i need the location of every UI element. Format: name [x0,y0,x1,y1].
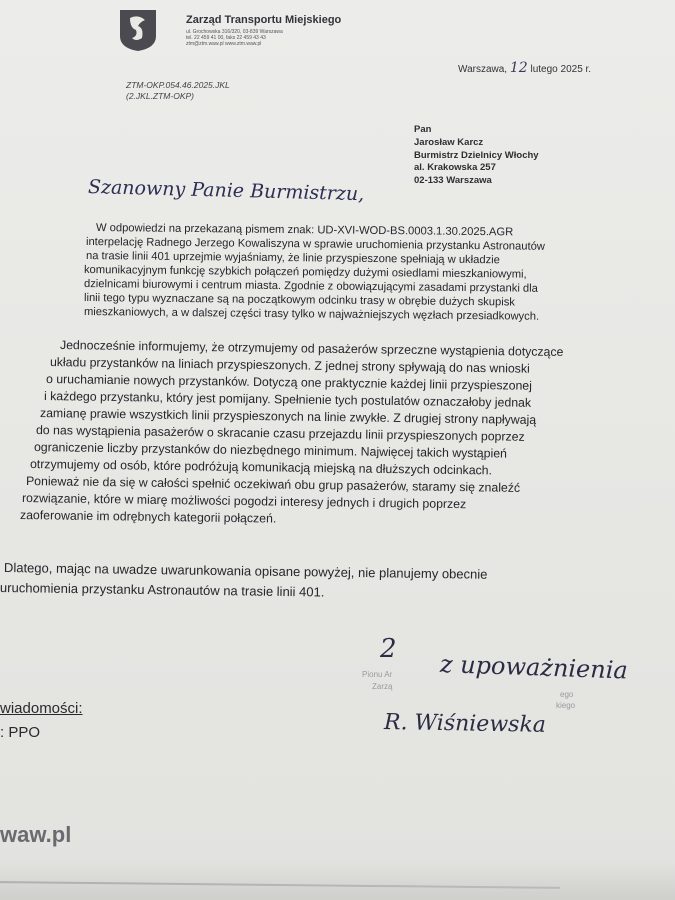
paragraph-line: Jednocześnie informujemy, że otrzymujemy od pasażerów sprzeczne wystąpienia dotyczące [59,338,564,360]
stamp-fragment: kiego [556,701,576,710]
date-day-handwritten: 12 [509,60,528,76]
paper-shadow [0,860,675,900]
paragraph-line: linii tego typu wyznaczane są na początkowym odcinku trasy w obrębie dużych skupisk [83,292,515,309]
recipient-line: Jarosław Karcz [414,137,484,148]
paragraph-line: dzielnicami biurowymi i centrum miasta. Zgodnie z obowiązującymi zasadami przystanki dla [83,278,538,295]
stamp-fragment: Pionu Ar [362,670,393,679]
paragraph-line: otrzymujemy od osób, które podróżują komunikacją miejską na dłuższych odcinkach. [29,457,493,478]
paragraph-line: ograniczenie liczby przystanków do niezbędnego minimum. Najwięcej takich wystąpień [33,440,508,461]
organization-address-line: tel. 22 459 41 00, faks 22 459 43 43 [186,35,266,41]
footer-website: waw.pl [0,822,72,847]
signature-handwritten-name: R. Wiśniewska [383,710,547,738]
salutation-handwritten: Szanowny Panie Burmistrzu, [87,176,365,206]
signature-handwritten-number: 2 [380,634,397,664]
paragraph-line: na trasie linii 401 uprzejmie wyjaśniamy, że linie przyspieszone spełniają w układzie [85,250,500,267]
date-rest: lutego 2025 r. [530,64,592,75]
date-prefix: Warszawa, [458,64,508,75]
organization-address-line: ul. Grochowska 316/320, 03-839 Warszawa [186,29,283,35]
reference-number: ZTM-OKP.054.46.2025.JKL [126,80,230,90]
recipient-line: 02-133 Warszawa [414,175,492,186]
paragraph-line: uruchomienia przystanku Astronautów na trasie linii 401. [0,580,325,600]
stamp-fragment: ego [560,690,574,699]
paragraph-line: do nas wystąpienia pasażerów o skracanie czasu przejazdu linii przyspieszonych poprzez [35,423,525,444]
recipient-line: Pan [414,124,432,135]
paragraph-line: zamianę prawie wszystkich linii przyspieszonych na linie zwykłe. Z drugiej strony napływają [39,406,537,427]
paragraph-line: interpelację Radnego Jerzego Kowaliszyna w sprawie uruchomienia przystanku Astronautów [85,236,545,253]
paragraph-line: rozwiązanie, które w miarę możliwości pogodzi interesy jednych i drugich poprzez [21,491,467,512]
paragraph-line: W odpowiedzi na przekazaną pismem znak: UD-XVI-WOD-BS.0003.1.30.2025.AGR [95,222,514,239]
paragraph-line: i każdego przystanku, który jest pomijany. Spełnienie tych postulatów oznaczałoby jednak [43,389,532,410]
paragraph-line: Ponieważ nie da się w całości spełnić oczekiwań obu grup pasażerów, staramy się znaleźć [25,474,521,495]
organization-address-line: ztm@ztm.waw.pl www.ztm.waw.pl [186,41,262,47]
paragraph-line: zaoferowanie im odrębnych kategorii połączeń. [19,508,277,526]
paragraph-line: układu przystanków na liniach przyspieszonych. Z jednej strony spływają do nas wnioski [49,355,530,376]
ztm-logo-icon [118,8,158,52]
recipient-line: al. Krakowska 257 [414,162,496,173]
letter-date [458,60,591,76]
paragraph-line: o uruchamianie nowych przystanków. Dotyczą one praktycznie każdej linii przyspieszonej [45,372,533,393]
organization-name: Zarząd Transportu Miejskiego [186,14,342,26]
signature-handwritten-authorization: z upoważnienia [439,650,629,685]
stamp-fragment: Zarzą [372,682,393,691]
distribution-ppo: : PPO [0,724,41,741]
recipient-line: Burmistrz Dzielnicy Włochy [414,150,539,161]
paragraph-line: komunikacyjnym funkcję szybkich połączeń pomiędzy dużymi osiedlami mieszkaniowymi, [83,264,527,281]
paragraph-line: mieszkaniowych, a w dalszej części trasy tylko w najważniejszych węzłach przesiadkowych. [83,306,540,323]
distribution-label: wiadomości: [0,700,83,717]
paragraph-line: Dlatego, mając na uwadze uwarunkowania opisane powyżej, nie planujemy obecnie [3,560,488,582]
reference-number: (2.JKL.ZTM-OKP) [126,91,195,101]
